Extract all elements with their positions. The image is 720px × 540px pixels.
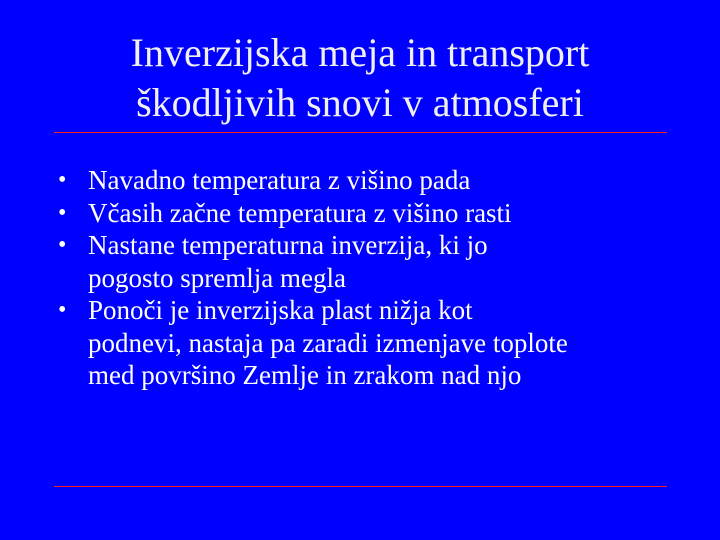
bullet-item-4: [58, 294, 678, 392]
bullet-item-3: [58, 229, 678, 294]
bullet-4-line-2: podnevi, nastaja pa zaradi izmenjave toplote: [88, 327, 568, 358]
bullet-icon: •: [58, 199, 67, 226]
bullet-4-line-1: Ponoči je inverzijska plast nižja kot: [88, 295, 473, 325]
bullet-item-1: [58, 164, 678, 197]
bottom-divider: [54, 486, 667, 487]
top-divider: [54, 132, 667, 133]
bullet-icon: •: [58, 167, 67, 193]
bullet-icon: •: [58, 232, 67, 258]
bullet-item-2: [58, 197, 678, 230]
bullet-icon: •: [58, 297, 67, 323]
bullet-1-line-1: Navadno temperatura z višino pada: [88, 165, 471, 195]
bullet-2-line-1: Včasih začne temperatura z višino rasti: [88, 197, 512, 228]
bullet-3-line-2: pogosto spremlja megla: [88, 262, 346, 293]
slide-title-line-1: Inverzijska meja in transport: [130, 30, 590, 75]
bullet-3-line-1: Nastane temperaturna inverzija, ki jo: [88, 230, 488, 260]
bullet-4-line-3: med površino Zemlje in zrakom nad njo: [88, 360, 522, 390]
bullet-list: [58, 164, 678, 392]
slide-title: [60, 28, 660, 128]
slide-title-line-2: škodljivih snovi v atmosferi: [136, 80, 584, 125]
